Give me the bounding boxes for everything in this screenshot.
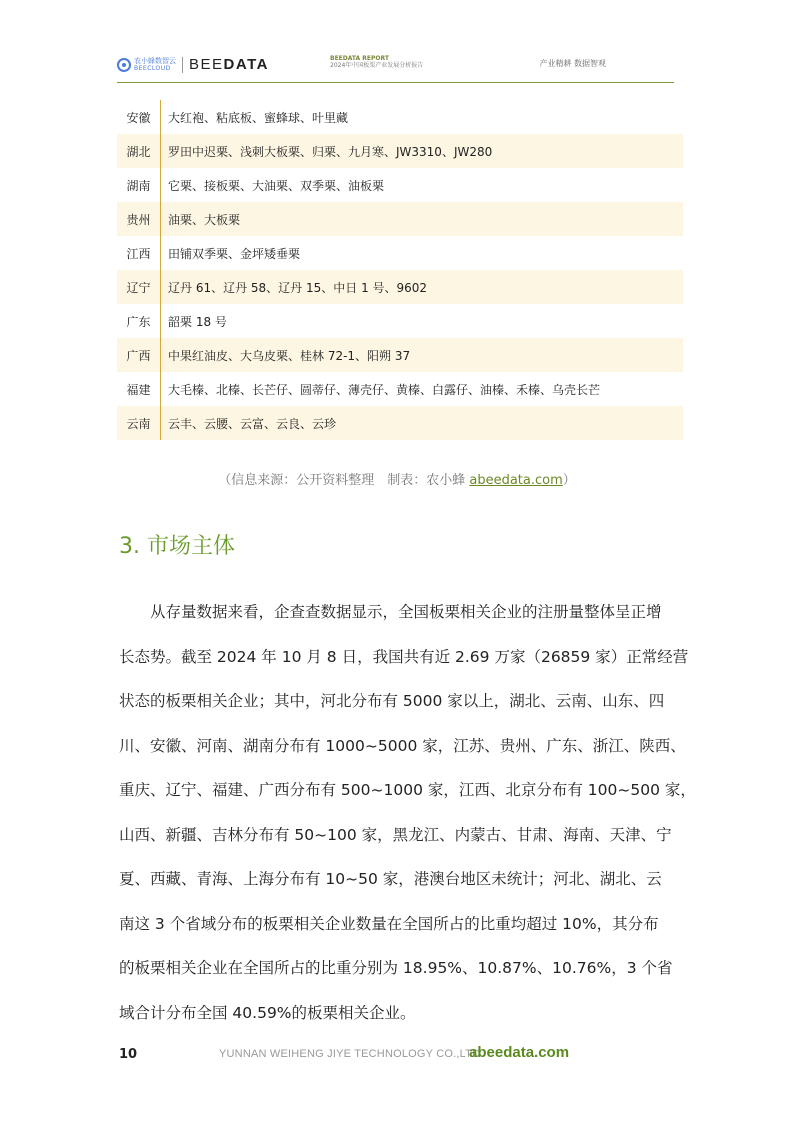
paragraph-line: 重庆、辽宁、福建、广西分布有 500~1000 家，江西、北京分布有 100~500 家， <box>119 781 696 799</box>
varieties-cell: 辽丹 61、辽丹 58、辽丹 15、中日 1 号、9602 <box>168 280 428 295</box>
section-heading: 3. 市场主体 <box>119 534 235 559</box>
province-cell: 贵州 <box>126 212 151 227</box>
table-source-note <box>0 469 794 488</box>
table-row <box>117 202 683 236</box>
varieties-cell: 它栗、接板栗、大油栗、双季栗、油板栗 <box>168 178 385 193</box>
variety-table <box>117 100 683 440</box>
source-suffix: ） <box>562 473 576 488</box>
page-header <box>117 52 674 83</box>
table-row <box>117 372 683 406</box>
table-row <box>117 406 683 440</box>
table-row <box>117 338 683 372</box>
paragraph-line: 的板栗相关企业在全国所占的比重分别为 18.95%、10.87%、10.76%，3 个省 <box>119 959 673 977</box>
table-row <box>117 168 683 202</box>
company-name: YUNNAN WEIHENG JIYE TECHNOLOGY CO.,LTD. <box>219 1048 484 1060</box>
province-cell: 湖北 <box>126 144 151 159</box>
paragraph-line: 山西、新疆、吉林分布有 50~100 家，黑龙江、内蒙古、甘肃、海南、天津、宁 <box>119 825 672 844</box>
table-row <box>117 134 683 168</box>
province-cell: 广东 <box>126 314 151 329</box>
province-cell: 江西 <box>126 246 151 261</box>
table-row <box>117 236 683 270</box>
table-divider <box>160 100 161 440</box>
header-slogan: 产业精耕 数据智观 <box>539 59 606 68</box>
province-cell: 广西 <box>126 348 151 363</box>
logo-cn-text: 农小蜂数智云 <box>134 56 176 65</box>
province-cell: 安徽 <box>126 110 151 125</box>
source-link[interactable]: abeedata.com <box>469 473 563 488</box>
table-row <box>117 270 683 304</box>
footer-website-link[interactable]: abeedata.com <box>469 1044 570 1061</box>
brand-logo <box>117 56 269 73</box>
brand-name-a: BEE <box>189 56 224 73</box>
paragraph-line: 状态的板栗相关企业；其中，河北分布有 5000 家以上，湖北、云南、山东、四 <box>119 692 665 710</box>
province-cell: 湖南 <box>126 178 151 193</box>
page-number: 10 <box>119 1047 138 1062</box>
body-paragraph <box>119 590 696 1035</box>
report-label: BEEDATA REPORT <box>330 55 389 62</box>
province-cell: 云南 <box>126 416 151 431</box>
table-row <box>117 304 683 338</box>
paragraph-line: 川、安徽、河南、湖南分布有 1000~5000 家，江苏、贵州、广东、浙江、陕西、 <box>119 736 686 755</box>
paragraph-line: 域合计分布全国 40.59%的板栗相关企业。 <box>119 1003 416 1022</box>
province-cell: 辽宁 <box>126 280 151 295</box>
paragraph-line: 长态势。截至 2024 年 10 月 8 日，我国共有近 2.69 万家（26859 家）正常经营 <box>119 647 689 666</box>
brand-name-b: DATA <box>223 56 269 73</box>
logo-divider <box>182 57 183 73</box>
varieties-cell: 韶栗 18 号 <box>168 314 227 329</box>
paragraph-line: 夏、西藏、青海、上海分布有 10~50 家，港澳台地区未统计；河北、湖北、云 <box>119 870 662 888</box>
logo-text <box>134 58 176 72</box>
report-title: 2024年中国板栗产业发展分析报告 <box>330 61 424 69</box>
varieties-cell: 中果红油皮、大乌皮栗、桂林 72-1、阳朔 37 <box>168 348 411 363</box>
varieties-cell: 罗田中迟栗、浅刺大板栗、归栗、九月寒、JW3310、JW280 <box>168 144 493 159</box>
logo-en-text: BEECLOUD <box>134 64 171 72</box>
province-cell: 福建 <box>126 382 151 397</box>
varieties-cell: 油栗、大板栗 <box>168 212 241 227</box>
beecloud-logo-icon <box>117 58 131 72</box>
varieties-cell: 大毛榛、北榛、长芒仔、圆蒂仔、薄壳仔、黄榛、白露仔、油榛、禾榛、乌壳长芒 <box>168 382 601 397</box>
table-row <box>117 100 683 134</box>
paragraph-line: 从存量数据来看，企查查数据显示，全国板栗相关企业的注册量整体呈正增 <box>150 603 662 621</box>
varieties-cell: 云丰、云腰、云富、云良、云珍 <box>168 416 337 431</box>
report-info <box>330 56 423 70</box>
varieties-cell: 大红袍、粘底板、蜜蜂球、叶里藏 <box>168 110 349 125</box>
brand-name <box>189 56 269 73</box>
paragraph-line: 南这 3 个省域分布的板栗相关企业数量在全国所占的比重均超过 10%，其分布 <box>119 914 659 933</box>
page-footer <box>119 1044 679 1066</box>
source-prefix: （信息来源：公开资料整理 制表：农小蜂 <box>218 473 470 488</box>
varieties-cell: 田铺双季栗、金坪矮垂栗 <box>168 246 301 261</box>
